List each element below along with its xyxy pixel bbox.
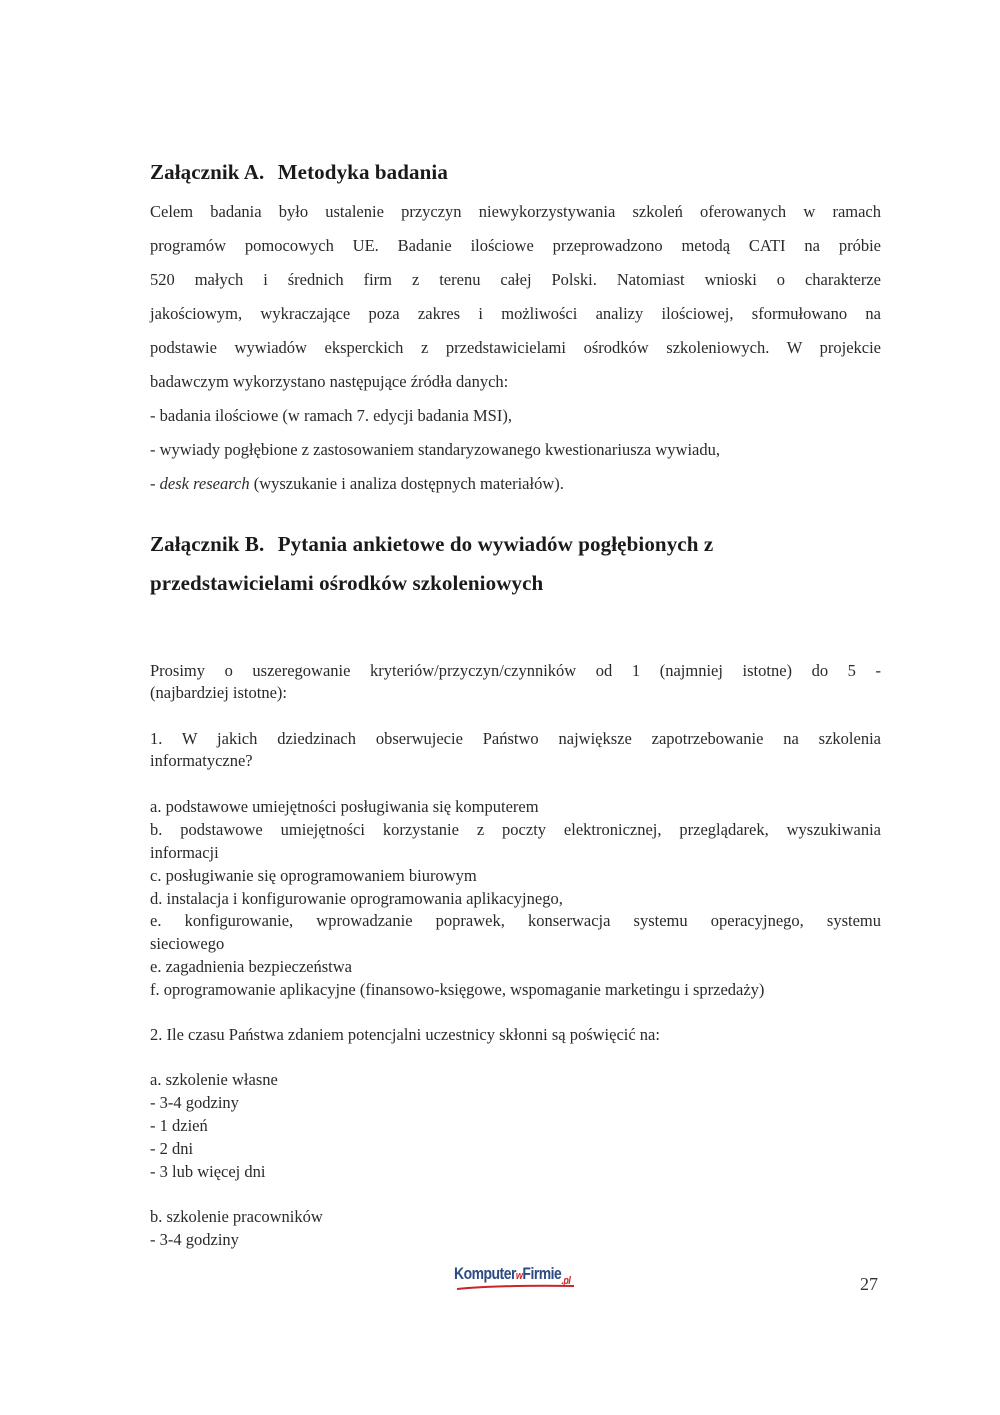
appendix-b-title-line2: przedstawicielami ośrodków szkoleniowych — [150, 571, 544, 595]
q2-b-option: - 3-4 godziny — [150, 1230, 239, 1249]
logo-part-komputer: Komputer — [454, 1264, 516, 1283]
appendix-b-title-line1: Pytania ankietowe do wywiadów pogłębionych z — [277, 532, 714, 556]
appendix-b-label: Załącznik B. — [150, 532, 265, 556]
paragraph-line: jakościowym, wykraczające poza zakres i możliwości analizy ilościowej, sformułowano na — [150, 304, 881, 323]
intro-line: (najbardziej istotne): — [150, 683, 287, 702]
q2-a-option: - 3-4 godziny — [150, 1093, 239, 1112]
source-item-desk-research — [150, 474, 564, 494]
logo-part-pl: .pl — [561, 1275, 571, 1287]
source-rest: (wyszukanie i analiza dostępnych materiałów). — [249, 474, 564, 493]
paragraph-line: 520 małych i średnich firm z terenu całej Polski. Natomiast wnioski o charakterze — [150, 270, 881, 289]
q2-a-label: a. szkolenie własne — [150, 1070, 278, 1089]
q1-option-a: a. podstawowe umiejętności posługiwania się komputerem — [150, 797, 539, 816]
q1-option-f: f. oprogramowanie aplikacyjne (finansowo-księgowe, wspomaganie marketingu i sprzedaży) — [150, 980, 765, 999]
q1-option-e-cont: sieciowego — [150, 934, 225, 953]
q1-option-b: b. podstawowe umiejętności korzystanie z poczty elektronicznej, przeglądarek, wyszukiwania — [150, 820, 881, 839]
q2-a-option: - 3 lub więcej dni — [150, 1162, 266, 1181]
paragraph-line: programów pomocowych UE. Badanie ilościowe przeprowadzono metodą CATI na próbie — [150, 236, 881, 255]
q1-option-e: e. konfigurowanie, wprowadzanie poprawek, konserwacja systemu operacyjnego, systemu — [150, 911, 881, 930]
page-number: 27 — [860, 1274, 878, 1294]
intro-line: Prosimy o uszeregowanie kryteriów/przyczyn/czynników od 1 (najmniej istotne) do 5 - — [150, 661, 881, 680]
logo-swoosh-icon — [456, 1284, 576, 1290]
logo-part-w: w — [515, 1270, 523, 1282]
source-item: - badania ilościowe (w ramach 7. edycji badania MSI), — [150, 406, 512, 425]
paragraph-line: Celem badania było ustalenie przyczyn niewykorzystywania szkoleń oferowanych w ramach — [150, 202, 881, 221]
q1-option-b-cont: informacji — [150, 843, 219, 862]
komputerwfirmie-logo — [454, 1264, 584, 1294]
q1-option-c: c. posługiwanie się oprogramowaniem biurowym — [150, 866, 477, 885]
q2-a-option: - 1 dzień — [150, 1116, 208, 1135]
q2-a-option: - 2 dni — [150, 1139, 194, 1158]
logo-wordmark — [454, 1264, 571, 1287]
q1-option-d: d. instalacja i konfigurowanie oprogramowania aplikacyjnego, — [150, 889, 563, 908]
logo-part-firmie: Firmie — [522, 1264, 562, 1283]
paragraph-line: badawczym wykorzystano następujące źródła danych: — [150, 372, 509, 391]
appendix-a-title: Metodyka badania — [277, 160, 448, 184]
question-1: 1. W jakich dziedzinach obserwujecie Państwo największe zapotrzebowanie na szkolenia — [150, 729, 881, 748]
appendix-b-heading — [150, 532, 713, 557]
appendix-a-heading — [150, 160, 448, 185]
q1-option-e-security: e. zagadnienia bezpieczeństwa — [150, 957, 353, 976]
source-prefix: - — [150, 474, 160, 493]
paragraph-line: podstawie wywiadów eksperckich z przedstawicielami ośrodków szkoleniowych. W projekcie — [150, 338, 881, 357]
appendix-a-label: Załącznik A. — [150, 160, 265, 184]
source-item: - wywiady pogłębione z zastosowaniem standaryzowanego kwestionariusza wywiadu, — [150, 440, 720, 459]
q2-b-label: b. szkolenie pracowników — [150, 1207, 323, 1226]
question-2: 2. Ile czasu Państwa zdaniem potencjalni uczestnicy skłonni są poświęcić na: — [150, 1025, 660, 1044]
source-italic-term: desk research — [159, 474, 250, 493]
question-1-cont: informatyczne? — [150, 751, 253, 770]
